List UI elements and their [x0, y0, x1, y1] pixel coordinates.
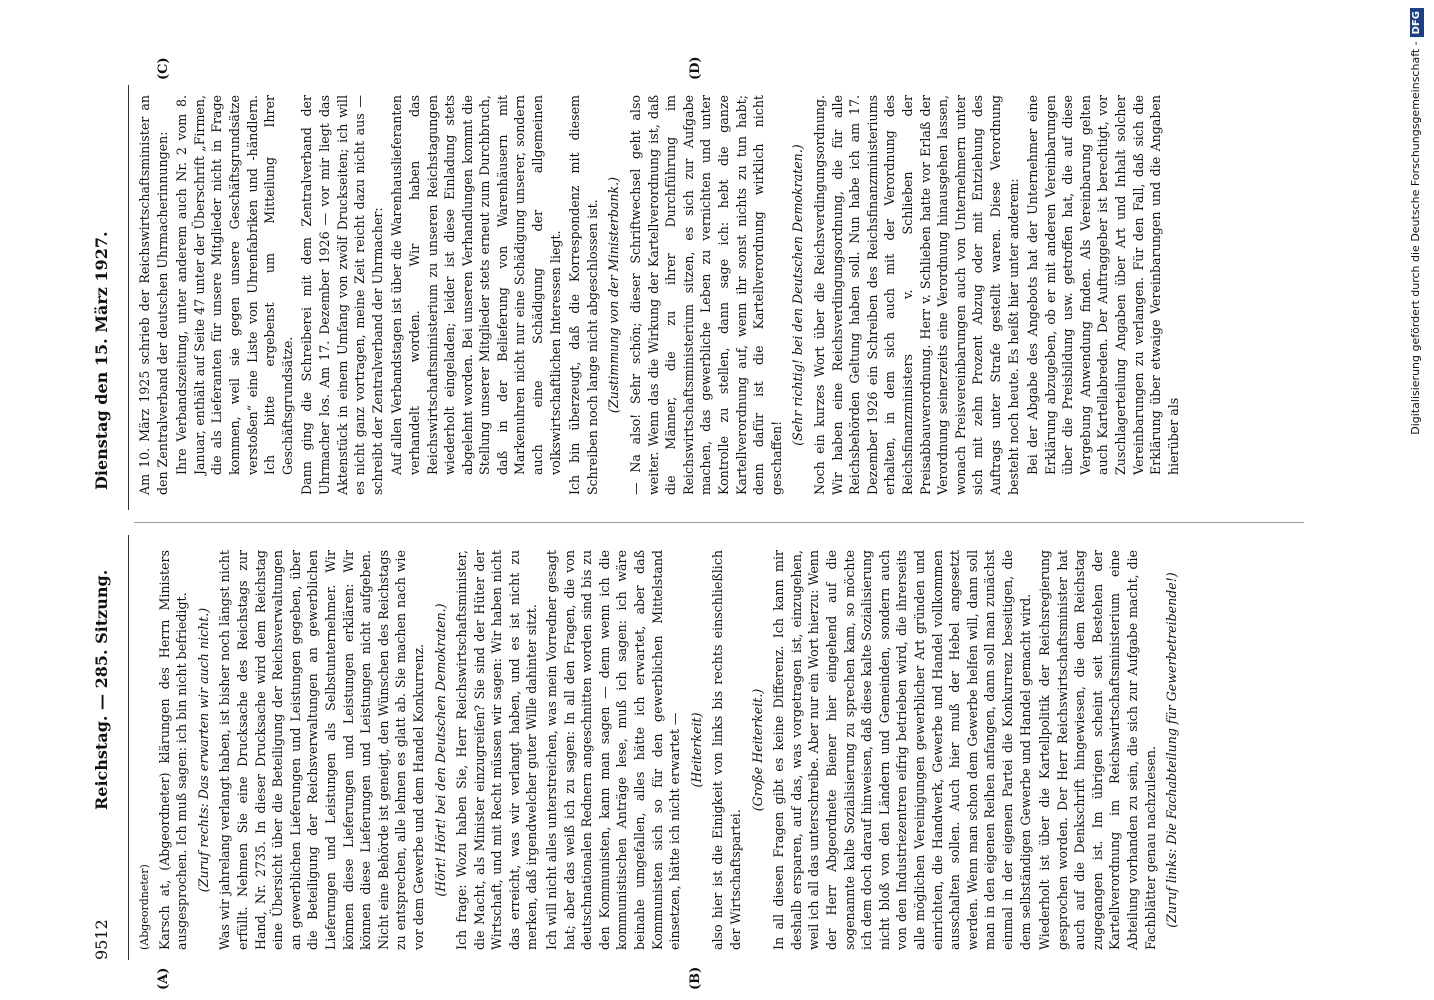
digitization-credit [1406, 8, 1426, 992]
page-header [88, 80, 120, 960]
paragraph: Ich will nicht alles unterstreichen, was mein Vorredner gesagt hat; aber das weiß ich zu sagen: In all den Fragen, die von deutschnationalen Rednern angeschnitten worden sind bis zu den Kommunisten, kann man sagen — denn wenn ich die kommunistischen Anträge lese, muß ich sagen: ich wäre beinahe umgefallen, alles hätte ich erwartet, aber daß Kommunisten sich so für den gewerblichen Mittelstand einsetzen, hätte ich nicht erwartet — [544, 550, 683, 950]
credit-text: Digitalisierung gefördert durch die Deutsche Forschungsgemeinschaft - [1409, 41, 1422, 435]
right-text-column [136, 95, 1184, 495]
margin-mark-a: (A) [156, 967, 171, 990]
paragraph: Was wir jahrelang verlangt haben, ist bisher noch längst nicht erfüllt. Nehmen Sie eine Drucksache des Reichstags zur Hand, Nr. 2735. In dieser Drucksache wird dem Reichstag eine Übersicht über die Beteiligung der Reichsverwaltungen an gewerblichen Lieferungen und Leistungen gegeben, über die Beteiligung der Reichsverwaltungen an gewerblichen Lieferungen und Leistungen als Selbstunternehmer. Wir können diese Lieferungen und Leistungen erklären: Wir können diese Lieferungen und Leistungen nicht aufgeben. Nicht eine Behörde ist geneigt, den Wünschen des Reichstags zu entsprechen, alle lehnen es glatt ab. Sie machen nach wie vor dem Gewerbe und dem Handel Konkurrenz. [217, 550, 426, 950]
margin-mark-d: (D) [688, 56, 703, 80]
paragraph: Dann ging die Schreiberei mit dem Zentralverband der Uhrmacher los. Am 17. Dezember 1926 — vor mir liegt das Aktenstück in einem Umfang von zwölf Druckseiten; ich will es nicht ganz vortragen, meine Zeit reicht dazu nicht aus — schreibt der Zentralverband der Uhrmacher: [299, 95, 385, 495]
quoted-letter: Ihre Verbandszeitung, unter anderem auch Nr. 2 vom 8. Januar, enthält auf Seite 47 unter der Überschrift „Firmen, die als Lieferanten für unsere Mitglieder nicht in Frage kommen, weil sie gegen unsere Geschäftsgrundsätze verstoßen“ eine Liste von Uhrenfabriken und -händlern. Ich bitte ergebenst um Mitteilung Ihrer Geschäftsgrundsätze. [174, 95, 295, 475]
paragraph: also hier ist die Einigkeit von links bis rechts einschließlich der Wirtschaftspartei. [710, 550, 743, 950]
interjection: (Sehr richtig! bei den Deutschen Demokraten.) [790, 144, 806, 446]
quoted-letter: Auf allen Verbandstagen ist über die Warenhauslieferanten verhandelt worden. Wir haben das Reichswirtschaftsministerium zu unseren Reichstagungen wiederholt eingeladen; leider ist diese Einladung stets abgelehnt worden. Bei unseren Verhandlungen kommt die Stellung unserer Mitglieder stets erneut zum Durchbruch, daß in der Belieferung von Warenhäusern mit Markenuhren nicht nur eine Schädigung unserer, sondern auch eine Schädigung der allgemeinen volkswirtschaftlichen Interessen liegt. [389, 95, 563, 475]
page-content [88, 56, 1318, 990]
column-divider [134, 522, 1304, 523]
interjection: (Große Heiterkeit.) [749, 688, 765, 812]
quoted-regulation: Bei der Abgabe des Angebots hat der Unternehmer eine Erklärung abzugeben, ob er mit anderen Vereinbarungen über die Preisbildung usw. getroffen hat, die auf diese Vergebung Anwendung finden. Als Vereinbarung gelten auch Kartellabreden. Der Auftraggeber ist berechtigt, vor Zuschlagerteilung Angaben über Art und Inhalt solcher Vereinbarungen zu verlangen. Für den Fall, daß sich die Erklärung über etwaige Vereinbarungen und die Angaben hierüber als [1025, 95, 1181, 475]
header-rule-left [128, 535, 129, 960]
left-text-column [136, 550, 1185, 950]
paragraph: Am 10. März 1925 schrieb der Reichswirtschaftsminister an den Zentralverband der deutschen Uhrmacherinnungen: [137, 95, 170, 495]
paragraph: — Na also! Sehr schön; dieser Schriftwechsel geht also weiter. Wenn das die Wirkung der Kartellverordnung ist, daß die Männer, die zu ihrer Durchführung im Reichswirtschaftsministerium sitzen, es sich zur Aufgabe machen, das gewerbliche Leben zu vernichten und unter Kontrolle zu stellen, dann sage ich: hebt die ganze Kartellverordnung auf, wenn ihr sonst nichts zu tun habt; denn dafür ist die Kartellverordnung wirklich nicht geschaffen! [628, 95, 784, 495]
speaker-note: (Abgeordneter) [138, 864, 151, 950]
right-running-title: Dienstag den 15. März 1927. [92, 231, 111, 490]
interjection: (Heiterkeit) [688, 712, 704, 788]
page-number: 9512 [92, 919, 111, 960]
margin-mark-c: (C) [156, 57, 171, 80]
paragraph: Ich frage: Wozu haben Sie, Herr Reichswirtschaftsminister, die Macht, als Minister einzugreifen? Sie sind der Hüter der Wirtschaft, und mit Recht müssen wir sagen: Wir haben nicht das erreicht, was wir verlangt haben, und es ist nicht zu merken, daß irgendwelcher guter Wille dahinter sitzt. [454, 550, 540, 950]
paragraph: Ich bin überzeugt, daß die Korrespondenz mit diesem Schreiben noch lange nicht abgeschlossen ist. [567, 95, 600, 495]
interjection: (Zuruf links: Die Fachabteilung für Gewerbetreibende!) [1164, 572, 1180, 928]
left-running-title: Reichstag. — 285. Sitzung. [92, 569, 111, 810]
paragraph: Wiederholt ist über die Kartellpolitik der Reichsregierung gesprochen worden. Der Herr Reichswirtschaftsminister hat auch auf die Denkschrift hingewiesen, die dem Reichstag zugegangen ist. Im übrigen scheint seit Bestehen der Kartellverordnung im Reichswirtschaftsministerium eine Abteilung vorhanden zu sein, die sich zur Aufgabe macht, die Fachblätter genau nachzulesen. [1037, 550, 1158, 950]
paragraph: In all diesen Fragen gibt es keine Differenz. Ich kann mir deshalb ersparen, auf das, was vorgetragen ist, einzugehen, weil ich all das unterschreibe. Aber nur ein Wort hierzu: Wenn der Herr Abgeordnete Biener hier eingehend auf die sogenannte kalte Sozialisierung zu sprechen kam, so möchte ich dem doch darauf hinweisen, daß diese kalte Sozialisierung nicht bloß von den Ländern und Gemeinden, sondern auch von den Industriezentren eifrig betrieben wird, die ihrerseits alle möglichen Vereinigungen gewerblicher Art gründen und einrichten, die Handwerk, Gewerbe und Handel vollkommen ausschalten sollen. Auch hier muß der Hebel angesetzt werden. Wenn man schon dem Gewerbe helfen will, dann soll man in den eigenen Reihen anfangen, dann soll man zunächst einmal in der eigenen Partei die Konkurrenz beseitigen, die dem selbständigen Gewerbe und Handel gemacht wird. [771, 550, 1033, 950]
paragraph: Karsch at, (Abgeordneter) klärungen des Herrn Ministers ausgesprochen. Ich muß sagen: ich bin nicht befriedigt. [156, 550, 190, 950]
dfg-logo: DFG [1410, 8, 1424, 37]
credit-line [1406, 8, 1426, 992]
interjection: (Hört! Hört! bei den Deutschen Demokraten.) [432, 603, 448, 897]
margin-mark-b: (B) [688, 966, 703, 990]
interjection: (Zustimmung von der Ministerbank.) [606, 176, 622, 414]
interjection: (Zuruf rechts: Das erwarten wir auch nicht.) [195, 607, 211, 893]
header-rule-right [128, 85, 129, 510]
rotated-sheet [88, 56, 1318, 990]
paragraph: Noch ein kurzes Wort über die Reichsverdingungsordnung. Wir haben eine Reichsverdingungsordnung, die für alle Reichsbehörden Geltung haben soll. Nun habe ich am 17. Dezember 1926 ein Schreiben des Reichsfinanzministeriums erhalten, in dem sich auch mit der Verordnung des Reichsfinanzministers v. Schlieben der Preisabbauverordnung. Herr v. Schlieben hatte vor Erlaß der Verordnung seinerzeits eine Verordnung hinausgehen lassen, wonach Preisvereinbarungen auch von Unternehmern unter sich mit zehn Prozent Abzug oder mit Entziehung des Auftrags unter Strafe gestellt waren. Diese Verordnung besteht noch heute. Es heißt hier unter anderem: [811, 95, 1021, 495]
